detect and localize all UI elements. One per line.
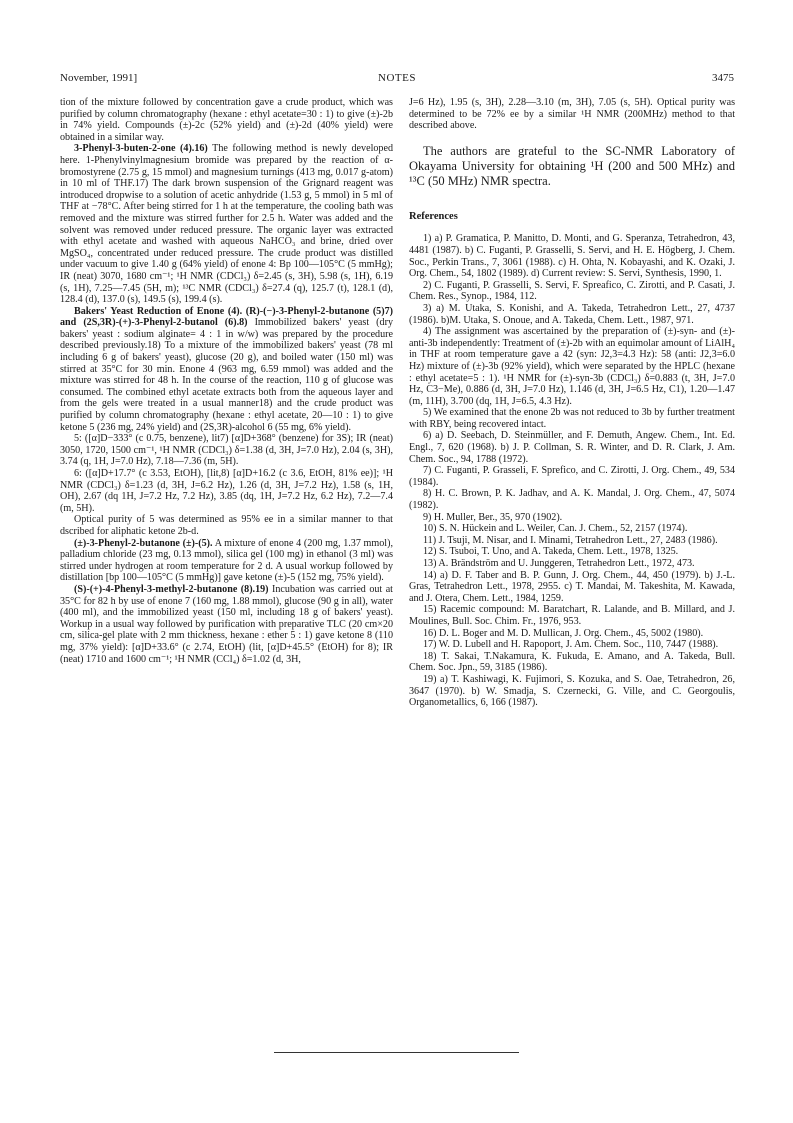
reference-item: 19) a) T. Kashiwagi, K. Fujimori, S. Kozuka, and S. Oae, Tetrahedron, 26, 3647 (1970). b) W. Smadja, S. Czernecki, G. Ville, and C. Georgoulis, Organometallics, 6, 166 (1987). — [409, 673, 735, 709]
reference-item: 7) C. Fuganti, P. Grasseli, F. Sprefico, and C. Zirotti, J. Org. Chem., 49, 534 (1984). — [409, 465, 735, 488]
reference-item: 12) S. Tsuboi, T. Uno, and A. Takeda, Chem. Lett., 1978, 1325. — [423, 546, 679, 558]
reference-item: 3) a) M. Utaka, S. Konishi, and A. Takeda, Tetrahedron Lett., 27, 4737 (1986). b)M. Utaka, S. Onoue, and A. Takeda, Chem. Lett., 1987, 971. — [409, 302, 735, 326]
paragraph — [60, 306, 393, 434]
reference-item: 1) a) P. Gramatica, P. Manitto, D. Monti, and G. Speranza, Tetrahedron, 43, 4481 (1987). b) C. Fuganti, P. Grasselli, S. Servi, and H. E. Högberg, J. Chem. Soc., Perkin Trans., 7, 3061 (1988). c) H. Ohta, N. Kobayashi, and K. Ozaki, J. Org. Chem., 54, 1802 (1989). d) Current review: S. Servi, Synthesis, 1990, 1. — [409, 233, 735, 280]
paragraph — [60, 584, 393, 665]
paragraph: Optical purity of 5 was determined as 95% ee in a similar manner to that dscribed for aliphatic ketone 2b-d. — [60, 514, 393, 537]
reference-item: 5) We examined that the enone 2b was not reduced to 3b by further treatment with RBY, being recovered intact. — [409, 407, 735, 430]
procedure-heading: (S)-(+)-4-Phenyl-3-methyl-2-butanone (8).19) — [74, 583, 269, 595]
paragraph: J=6 Hz), 1.95 (s, 3H), 2.28—3.10 (m, 3H), 7.05 (s, 5H). Optical purity was determined to be 72% ee by a similar ¹H NMR (200MHz) method to that described above. — [409, 97, 735, 132]
section-title: NOTES — [378, 72, 416, 84]
reference-item: 4) The assignment was ascertained by the preparation of (±)-syn- and (±)-anti-3b independently: Treatment of (±)-2b with an equimolar amount of LiAlH₄ in THF at room temperature gave a 42 (syn: J2,3=4.3 Hz): 58 (anti: J2,3=6.0 Hz) mixture of (±)-3b (92% yield), which were separated by the HPLC (hexane : ethyl acetate=5 : 1). ¹H NMR for (±)-syn-3b (CDCl₃) δ=0.883 (t, 3H, J=7.0 Hz, C3−Me), 0.886 (d, 3H, J=7.0 Hz), 1.146 (d, 3H, J=6.5 Hz, C1), 1.20—1.47 (m, 11H), 3.700 (dq, 1H, J=6.5, 4.3 Hz). — [409, 326, 735, 407]
acknowledgement: The authors are grateful to the SC-NMR Laboratory of Okayama University for obtaining ¹H (200 and 500 MHz) and ¹³C (50 MHz) NMR spectra. — [409, 143, 735, 188]
left-column — [60, 97, 393, 665]
reference-item: 13) A. Brändström and U. Junggeren, Tetrahedron Lett., 1972, 473. — [423, 558, 695, 569]
references-heading: References — [409, 210, 458, 222]
paragraph-text: Immobilized bakers' yeast (dry bakers' yeast : sodium alginate= 4 : 1 in w/w) was prepared by the procedure described previously.18) To a mixture of the immobilized bakers' yeast (78 ml including 6 g of bakers' yeast), glucose (20 g), and boiled water (150 ml) was stirred at 35°C for 30 min. Enone 4 (963 mg, 6.59 mmol) was added and the mixture was stirred for 48 h. In the course of the reaction, 110 g of glucose was consumed. The combined ethyl acetate extracts both from the aqueous layer and from the gels were treated in a usual manner18) and the crude product was purified by column chromatography (hexane : ethyl acetate, 20—10 : 1) to give ketone 5 (236 mg, 24% yield) and (2S,3R)-alcohol 6 (55 mg, 6% yield). — [60, 317, 393, 433]
paragraph-text: Incubation was carried out at 35°C for 82 h by use of enone 7 (160 mg, 1.88 mmol), glucose (90 g in all), water (400 ml), and the immobilized yeast (150 ml, including 18 g of bakers' yeast). Workup in a usual way followed by purification with preparative TLC (20 cm×20 cm, silica-gel plate with 2 mm thickness, hexane : ether 5 : 1) gave ketone 8 (110 mg, 37% yield): [α]D+33.6° (c 2.74, EtOH) (lit, [α]D+45.5° (EtOH) for 8); IR (neat) 1710 and 1600 cm⁻¹; ¹H NMR (CCl₄) δ=1.02 (d, 3H, — [60, 583, 393, 665]
reference-item: 18) T. Sakai, T.Nakamura, K. Fukuda, E. Amano, and A. Takeda, Bull. Chem. Soc. Jpn., 59, 3185 (1986). — [409, 650, 735, 674]
paragraph-text: A mixture of enone 4 (200 mg, 1.37 mmol), palladium chloride (23 mg, 0.13 mmol), silica gel (100 mg) in ethanol (3 ml) was stirred under hydrogen at room temperature for 2 d. A usual workup followed by distillation [bp 100—105°C (5 mmHg)] gave ketone (±)-5 (152 mg, 75% yield). — [60, 537, 393, 584]
reference-item: 9) H. Muller, Ber., 35, 970 (1902). — [423, 511, 563, 523]
reference-item: 11) J. Tsuji, M. Nisar, and I. Minami, Tetrahedron Lett., 27, 2483 (1986). — [423, 534, 718, 546]
paragraph-text: The following method is newly developed here. 1-Phenylvinylmagnesium bromide was prepared by the reaction of α-bromostyrene (2.75 g, 15 mmol) and magnesium turnings (413 mg, 0.017 g-atom) in 10 ml of THF.17) The dark brown suspension of the Grignard reagent was introduced dropwise to a solution of acetic anhydride (1.53 g, 5 mmol) in 5 ml of THF at −78°C. After being stirred for 1 h at the temperature, the cooling bath was removed and the mixture was stirred further for 2.5 h. Water was added and the solvent was removed under reduced pressure. The organic layer was extracted with ethyl acetate and washed with aqueous NaHCO₃ and brine, dried over MgSO₄, concentrated under reduced pressure. The crude product was distilled under vacuum to give 1.40 g (64% yield) of enone 4: Bp 100—105°C (5 mmHg); IR (neat) 3070, 1680 cm⁻¹; ¹H NMR (CDCl₃) δ=2.45 (s, 3H), 5.98 (s, 1H), 6.19 (s, 1H), 7.25—7.45 (5H, m); ¹³C NMR (CDCl₃) δ=27.4 (q), 125.7 (t), 128.1 (d), 128.4 (d), 137.0 (s), 149.5 (s), 199.4 (s). — [60, 143, 393, 306]
reference-item: 16) D. L. Boger and M. D. Mullican, J. Org. Chem., 45, 5002 (1980). — [423, 627, 704, 639]
procedure-heading: 3-Phenyl-3-buten-2-one (4).16) — [74, 143, 208, 155]
reference-item: 2) C. Fuganti, P. Grasselli, S. Servi, F. Spreafico, C. Zirotti, and P. Casati, J. Chem. Res., Synop., 1984, 112. — [409, 279, 735, 303]
reference-item: 6) a) D. Seebach, D. Steinmüller, and F. Demuth, Angew. Chem., Int. Ed. Engl., 7, 620 (1968). b) J. P. Collman, S. R. Winter, and D. R. Clark, J. Am. Chem. Soc., 94, 1788 (1972). — [409, 430, 735, 465]
page-header — [60, 72, 734, 86]
reference-item: 8) H. C. Brown, P. K. Jadhav, and A. K. Mandal, J. Org. Chem., 47, 5074 (1982). — [409, 488, 735, 512]
reference-item: 15) Racemic compound: M. Baratchart, R. Lalande, and B. Millard, and J. Moulines, Bull. Soc. Chim. Fr., 1976, 953. — [409, 604, 735, 627]
paragraph — [60, 143, 393, 305]
right-column — [409, 97, 735, 709]
page-number: 3475 — [712, 72, 734, 84]
paragraph — [60, 538, 393, 584]
reference-list — [409, 233, 735, 708]
paragraph: tion of the mixture followed by concentration gave a crude product, which was purified by column chromatography (hexane : ethyl acetate=30 : 1) to give (±)-2b in 74% yield. Compounds (±)-2c (52% yield) and (±)-2d (40% yield) were obtained in a similar way. — [60, 97, 393, 143]
procedure-heading: Bakers' Yeast Reduction of Enone (4). (R)-(−)-3-Phenyl-2-butanone (5)7) and (2S,3R)-(+)-3-Phenyl-2-butanol (6).8) — [60, 305, 393, 329]
end-rule — [274, 1052, 519, 1053]
reference-item: 17) W. D. Lubell and H. Rapoport, J. Am. Chem. Soc., 110, 7447 (1988). — [423, 639, 719, 651]
paragraph: 6: ([α]D+17.7° (c 3.53, EtOH), [lit,8) [α]D+16.2 (c 3.6, EtOH, 81% ee)]; ¹H NMR (CDCl₃) δ=1.23 (d, 3H, J=6.2 Hz), 1.26 (d, 3H, J=7.2 Hz), 1.58 (s, 1H, OH), 2.67 (dq 1H, J=7.2 Hz, 7.2 Hz), 3.85 (dq, 1H, J=7.2 Hz, 6.2 Hz), 7.2—7.4 (m, 5H). — [60, 468, 393, 514]
reference-item: 14) a) D. F. Taber and B. P. Gunn, J. Org. Chem., 44, 450 (1979). b) J.-L. Gras, Tetrahedron Lett., 1978, 2955. c) T. Mandai, M. Takeshita, M. Kawada, and J. Otera, Chem. Lett., 1984, 1259. — [409, 569, 735, 604]
paragraph: 5: ([α]D−333° (c 0.75, benzene), lit7) [α]D+368° (benzene) for 3S); IR (neat) 3050, 1720, 1500 cm⁻¹, ¹H NMR (CDCl₃) δ=1.38 (d, 3H, J=7.0 Hz), 2.04 (s, 3H), 3.74 (q, 1H, J=7.0 Hz), 7.18—7.36 (m, 5H). — [60, 433, 393, 468]
issue-date: November, 1991] — [60, 72, 138, 84]
procedure-heading: (±)-3-Phenyl-2-butanone (±)-(5). — [74, 537, 213, 549]
reference-item: 10) S. N. Hückein and L. Weiler, Can. J. Chem., 52, 2157 (1974). — [423, 523, 688, 535]
